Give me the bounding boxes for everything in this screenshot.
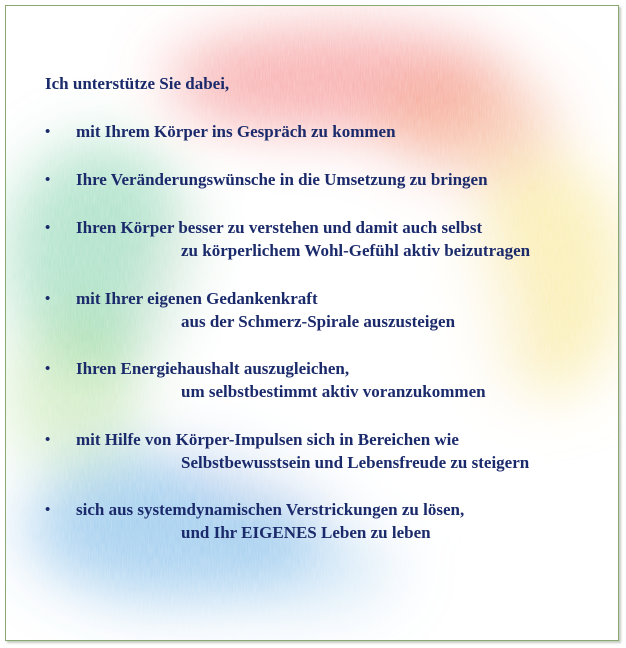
list-item-line-1: sich aus systemdynamischen Verstrickungen zu lösen, — [76, 500, 465, 519]
list-item-line-1: Ihren Energiehaushalt auszugleichen, — [76, 359, 350, 378]
list-item-line-2: aus der Schmerz-Spirale auszusteigen — [181, 312, 456, 331]
intro-heading: Ich unterstütze Sie dabei, — [45, 74, 230, 93]
list-item-line-2: und Ihr EIGENES Leben zu leben — [181, 523, 431, 542]
list-item-line-1: mit Hilfe von Körper-Impulsen sich in Bereichen wie — [76, 430, 459, 449]
bullet-icon: • — [45, 291, 51, 307]
list-item-line-1: Ihre Veränderungswünsche in die Umsetzung zu bringen — [76, 170, 488, 189]
bullet-icon: • — [45, 220, 51, 236]
list-item-line-2: zu körperlichem Wohl-Gefühl aktiv beizutragen — [181, 241, 531, 260]
bullet-icon: • — [45, 172, 51, 188]
bullet-icon: • — [45, 432, 51, 448]
bullet-icon: • — [45, 124, 51, 140]
bullet-icon: • — [45, 361, 51, 377]
page-frame — [5, 5, 619, 641]
text-content — [6, 6, 618, 640]
bullet-icon: • — [45, 502, 51, 518]
list-item-line-1: Ihren Körper besser zu verstehen und damit auch selbst — [76, 218, 483, 237]
list-item-line-1: mit Ihrer eigenen Gedankenkraft — [76, 289, 318, 308]
list-item-line-1: mit Ihrem Körper ins Gespräch zu kommen — [76, 122, 396, 141]
list-item-line-2: Selbstbewusstsein und Lebensfreude zu steigern — [181, 453, 530, 472]
list-item-line-2: um selbstbestimmt aktiv voranzukommen — [181, 382, 486, 401]
